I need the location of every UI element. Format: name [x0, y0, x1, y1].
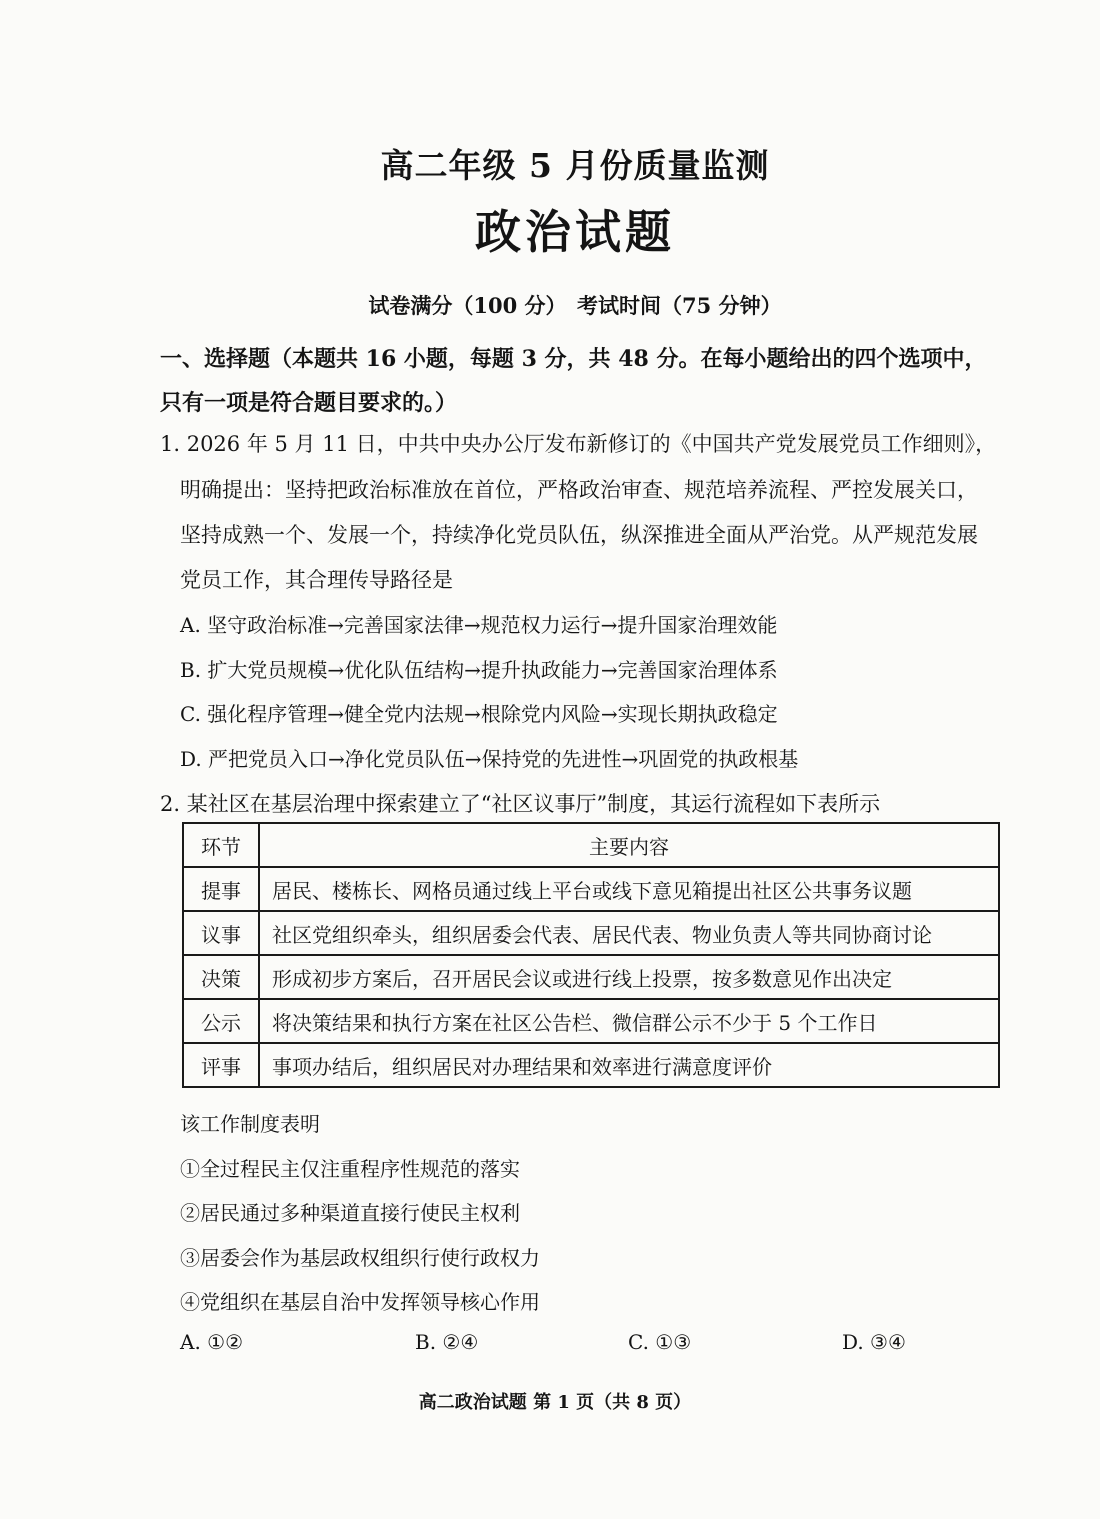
table-row: [183, 999, 999, 1043]
q2-choice-a: A. ①②: [180, 1330, 244, 1354]
table-cell-stage: 评事: [183, 1043, 259, 1087]
table-header-cell: 主要内容: [259, 823, 999, 867]
q2-statement-2: ②居民通过多种渠道直接行使民主权利: [180, 1201, 520, 1225]
section-heading: 一、选择题（本题共 16 小题，每题 3 分，共 48 分。在每小题给出的四个选项中，只有一项是符合题目要求的。）: [160, 346, 987, 416]
q2-statement-4: ④党组织在基层自治中发挥领导核心作用: [180, 1290, 540, 1314]
process-table: [182, 822, 1000, 1088]
exam-subject-title: 政治试题: [475, 205, 675, 259]
table-row: [183, 911, 999, 955]
q1-option-a: A. 坚守政治标准→完善国家法律→规范权力运行→提升国家治理效能: [180, 613, 778, 637]
table-cell-stage: 公示: [183, 999, 259, 1043]
q1-stem-line-1: 1. 2026 年 5 月 11 日，中共中央办公厅发布新修订的《中国共产党发展党员工作细则》，: [160, 432, 997, 456]
q1-stem-line-4: 党员工作，其合理传导路径是: [180, 568, 453, 592]
table-header-row: [183, 823, 999, 867]
q2-choice-c: C. ①③: [628, 1330, 692, 1354]
table-cell-stage: 提事: [183, 867, 259, 911]
q2-choice-b: B. ②④: [415, 1330, 479, 1354]
table-cell-stage: 决策: [183, 955, 259, 999]
q1-option-d: D. 严把党员入口→净化党员队伍→保持党的先进性→巩固党的执政根基: [180, 747, 799, 771]
table-row: [183, 1043, 999, 1087]
q2-choice-d: D. ③④: [842, 1330, 906, 1354]
q1-option-b: B. 扩大党员规模→优化队伍结构→提升执政能力→完善国家治理体系: [180, 658, 778, 682]
table-cell-stage: 议事: [183, 911, 259, 955]
table-cell-content: 形成初步方案后，召开居民会议或进行线上投票，按多数意见作出决定: [259, 955, 999, 999]
table-header-cell: 环节: [183, 823, 259, 867]
q2-statement-1: ①全过程民主仅注重程序性规范的落实: [180, 1157, 520, 1181]
table-cell-content: 居民、楼栋长、网格员通过线上平台或线下意见箱提出社区公共事务议题: [259, 867, 999, 911]
table-cell-content: 社区党组织牵头，组织居委会代表、居民代表、物业负责人等共同协商讨论: [259, 911, 999, 955]
q1-option-c: C. 强化程序管理→健全党内法规→根除党内风险→实现长期执政稳定: [180, 702, 778, 726]
table-cell-content: 事项办结后，组织居民对办理结果和效率进行满意度评价: [259, 1043, 999, 1087]
exam-info: 试卷满分（100 分） 考试时间（75 分钟）: [368, 293, 782, 318]
page-footer: 高二政治试题 第 1 页（共 8 页）: [418, 1392, 692, 1413]
table-row: [183, 867, 999, 911]
table-cell-content: 将决策结果和执行方案在社区公告栏、微信群公示不少于 5 个工作日: [259, 999, 999, 1043]
q2-stem: 2. 某社区在基层治理中探索建立了“社区议事厅”制度，其运行流程如下表所示: [160, 792, 881, 816]
q1-stem-line-2: 明确提出：坚持把政治标准放在首位，严格政治审查、规范培养流程、严控发展关口，: [180, 478, 978, 502]
exam-grade-title: 高二年级 5 月份质量监测: [380, 146, 770, 185]
q2-question: 该工作制度表明: [180, 1112, 320, 1136]
q2-statement-3: ③居委会作为基层政权组织行使行政权力: [180, 1246, 540, 1270]
table-row: [183, 955, 999, 999]
q1-stem-line-3: 坚持成熟一个、发展一个，持续净化党员队伍，纵深推进全面从严治党。从严规范发展: [180, 523, 978, 547]
